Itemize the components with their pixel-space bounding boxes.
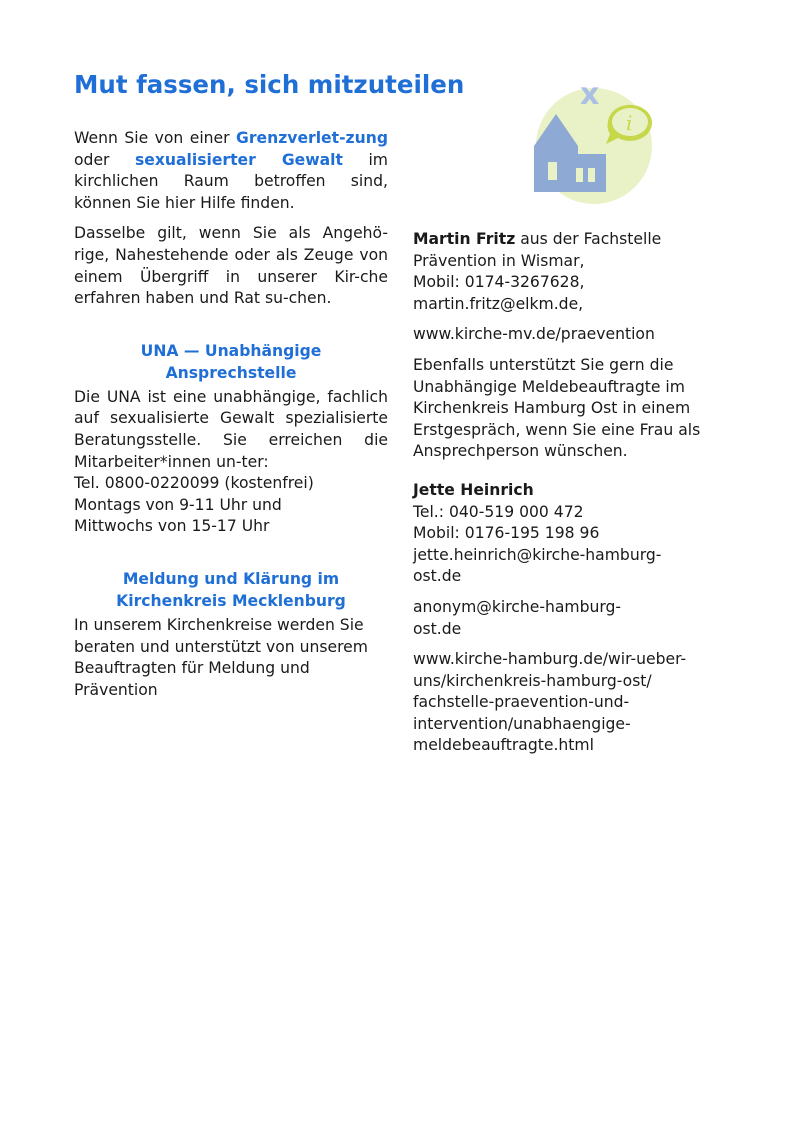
meldung-heading-line-1: Meldung und Klärung im [122,569,340,588]
hamburg-ost-paragraph: Ebenfalls unterstützt Sie gern die Unabhängige Meldebeauftragte im Kirchenkreis Hamburg Ost in einem Erstgespräch, wenn Sie eine Frau als Ansprechperson wünschen. [413,355,701,461]
contact-name-jette-heinrich: Jette Heinrich [413,480,534,499]
intro-text-2: oder [74,150,135,169]
contact-jette-heinrich [413,480,743,588]
url-line-1: www.kirche-hamburg.de/wir-ueber- [413,650,687,669]
intro-paragraph [74,128,388,214]
contact-email-jette-heinrich[interactable] [413,546,661,586]
logo-letter-x: x [580,77,600,112]
una-heading-line-2: Ansprechstelle [165,363,297,382]
email-line-2: ost.de [413,567,462,586]
page-title: Mut fassen, sich mitzuteilen [74,70,465,99]
intro-emphasis-sexualisierte-gewalt: sexualisierter Gewalt [134,150,343,169]
intro-emphasis-grenzverletzung: Grenzverlet-zung [236,129,388,147]
contact-role-martin-fritz: aus der Fachstelle Prävention in Wismar, [413,230,662,270]
una-body: Die UNA ist eine unabhängige, fachlich auf sexualisierte Gewalt spezialisierte Beratungsstelle. Sie erreichen die Mitarbeiter*innen un-ter: [74,387,388,471]
url-line-4: intervention/unabhaengige- [413,714,631,733]
contact-mobile-jette-heinrich: Mobil: 0176-195 198 96 [413,524,600,543]
url-line-5: meldebeauftragte.html [413,736,594,755]
intro-text-3: im kirchlichen Raum betroffen sind, können Sie hier Hilfe finden. [74,150,388,212]
contact-mobile-martin-fritz: Mobil: 0174-3267628, [413,273,585,292]
una-hours-wednesday: Mittwochs von 15-17 Uhr [74,517,270,536]
una-heading [74,340,388,384]
contact-phone-jette-heinrich: Tel.: 040-519 000 472 [413,502,584,521]
meldung-heading [74,568,388,612]
una-phone: Tel. 0800-0220099 (kostenfrei) [74,474,314,493]
website-kirche-hamburg[interactable] [413,649,743,757]
url-line-3: fachstelle-praevention-und- [413,693,630,712]
left-column [74,128,388,710]
intro-text-1: Wenn Sie von einer [74,129,237,147]
anonymous-email-line-2: ost.de [413,619,462,638]
contact-name-martin-fritz: Martin Fritz [413,230,516,248]
una-hours-monday: Montags von 9-11 Uhr und [74,495,282,514]
church-with-speech-bubbles-icon [524,74,664,204]
una-heading-line-1: UNA — Unabhängige [140,341,322,360]
url-line-2: uns/kirchenkreis-hamburg-ost/ [413,671,652,690]
logo-letter-i: i [626,111,633,135]
meldung-body: In unserem Kirchenkreise werden Sie beraten und unterstützt von unserem Beauftragten für Meldung und Prävention [74,615,368,699]
anonymous-email[interactable] [413,597,743,640]
right-column [413,229,743,766]
email-line-1: jette.heinrich@kirche-hamburg- [413,545,662,564]
website-kirche-mv[interactable]: www.kirche-mv.de/praevention [413,325,655,344]
contact-email-martin-fritz[interactable]: martin.fritz@elkm.de, [413,294,584,313]
relatives-paragraph: Dasselbe gilt, wenn Sie als Angehö-rige, Nahestehende oder als Zeuge von einem Übergriff in unserer Kir-che erfahren haben und Rat su-chen. [74,224,388,308]
meldung-heading-line-2: Kirchenkreis Mecklenburg [116,591,346,610]
contact-martin-fritz [413,229,743,315]
anonymous-email-line-1: anonym@kirche-hamburg- [413,597,622,616]
